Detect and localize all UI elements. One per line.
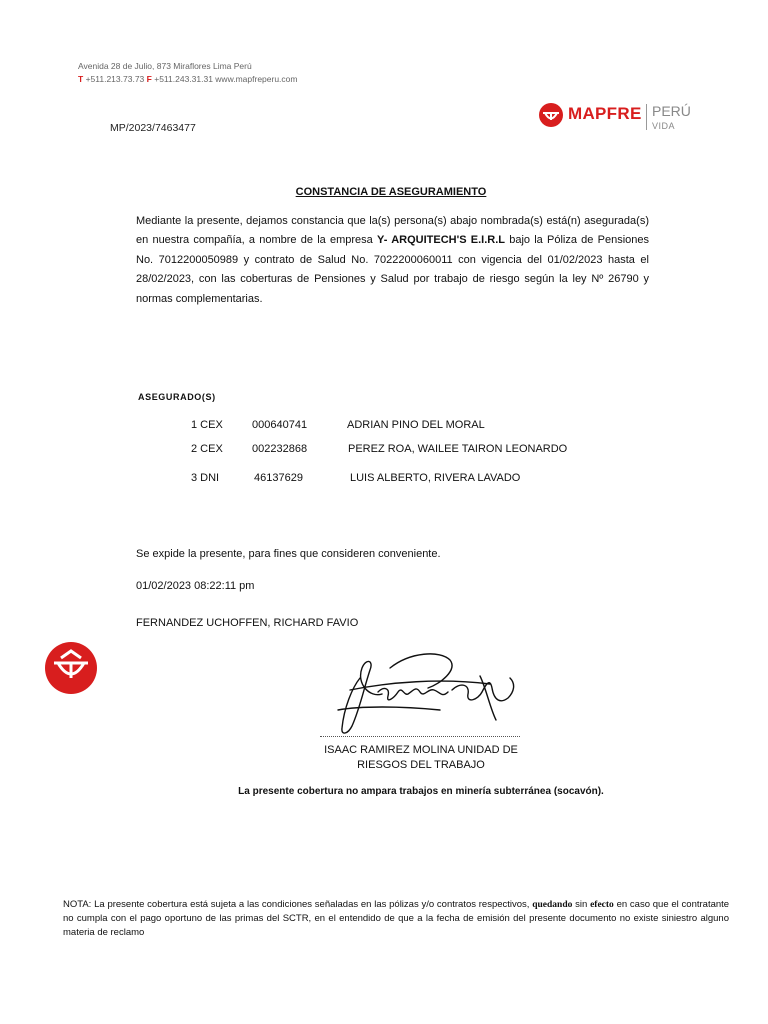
handwritten-signature: [330, 648, 525, 740]
address-line: Avenida 28 de Julio, 873 Miraflores Lima Perú: [78, 61, 252, 71]
company-name: Y- ARQUITECH'S E.I.R.L: [377, 234, 505, 247]
mapfre-emblem-icon: [538, 102, 564, 128]
insured-heading: ASEGURADO(S): [138, 392, 216, 402]
closing-sentence: Se expide la presente, para fines que consideren conveniente.: [136, 548, 441, 560]
signature-line: [320, 736, 520, 737]
insured-num-type: 3 DNI: [191, 472, 220, 484]
phone-prefix: T: [78, 74, 84, 84]
document-title: CONSTANCIA DE ASEGURAMIENTO: [295, 186, 487, 198]
mapfre-logo: [538, 102, 698, 136]
insured-num-type: 2 CEX: [191, 443, 223, 455]
insured-doc: 000640741: [252, 419, 308, 431]
note-label: NOTA:: [63, 899, 92, 910]
insured-num-type: 1 CEX: [191, 419, 223, 431]
signer-block: [300, 743, 542, 773]
fax-and-website: +511.243.31.31 www.mapfreperu.com: [154, 74, 298, 84]
logo-divider: [646, 104, 647, 130]
phone-number: +511.213.73.73: [85, 74, 145, 84]
logo-brand-text: MAPFRE: [568, 104, 642, 123]
insured-doc: 46137629: [254, 472, 303, 484]
note-part-2: sin: [575, 899, 588, 910]
note-bold-1: quedando: [532, 900, 573, 910]
note-bold-2: efecto: [590, 900, 614, 910]
mapfre-seal-icon: [44, 641, 98, 695]
insured-name: ADRIAN PINO DEL MORAL: [347, 419, 485, 431]
insured-doc: 002232868: [252, 443, 308, 455]
exclusion-notice: La presente cobertura no ampara trabajos en minería subterránea (socavón).: [238, 786, 604, 797]
logo-line-text: VIDA: [652, 121, 676, 131]
fax-prefix: F: [146, 74, 152, 84]
requester-name: FERNANDEZ UCHOFFEN, RICHARD FAVIO: [136, 617, 359, 629]
signer-line-2: RIESGOS DEL TRABAJO: [357, 759, 485, 771]
contact-line: [78, 73, 297, 86]
body-paragraph: [136, 212, 649, 309]
note-part-1: La presente cobertura está sujeta a las condiciones señaladas en las pólizas y/o contratos respectivos,: [94, 899, 530, 910]
signer-line-1: ISAAC RAMIREZ MOLINA UNIDAD DE: [324, 744, 518, 756]
logo-country-text: PERÚ: [652, 103, 691, 119]
issue-datetime: 01/02/2023 08:22:11 pm: [136, 580, 255, 592]
insured-name: PEREZ ROA, WAILEE TAIRON LEONARDO: [348, 443, 568, 455]
insured-name: LUIS ALBERTO, RIVERA LAVADO: [350, 472, 521, 484]
footer-note: [63, 898, 729, 941]
header-address-block: [78, 60, 297, 86]
body-rest: bajo la Póliza de Pensiones No. 7012200050989 y contrato de Salud No. 7022200060011 con vigencia del 01/02/2023 hasta el 28/02/2023, con las coberturas de Pensiones y Salud por trabajo de riesgo según la ley Nº 26790 y normas complementarias.: [136, 234, 649, 305]
body-intro: Mediante la presente, dejamos constancia que la(s) persona(s) abajo nombrada(s) está(n) asegurada(s) en nuestra compañía, a nombre de la empresa: [136, 215, 649, 247]
note-part-3: en caso que el contratante no cumpla con el pago oportuno de las primas del SCTR, en el entendido de que a la fecha de emisión del presente documento no existe siniestro alguno materia de reclamo: [63, 899, 730, 939]
document-reference: MP/2023/7463477: [110, 122, 196, 134]
